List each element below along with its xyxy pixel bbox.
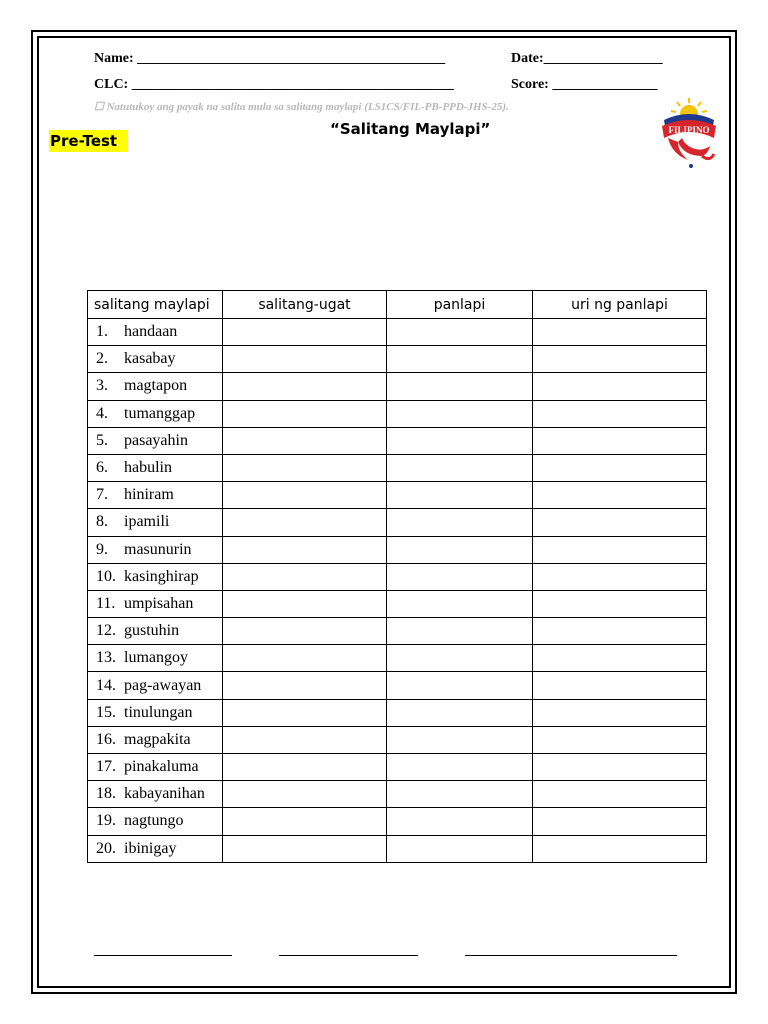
- salitang-ugat-cell[interactable]: [223, 618, 387, 645]
- salitang-ugat-cell[interactable]: [223, 509, 387, 536]
- item-number: 19.: [96, 812, 116, 830]
- table-row: [88, 618, 707, 645]
- item-number: 8.: [96, 513, 108, 531]
- salitang-ugat-cell[interactable]: [223, 699, 387, 726]
- word-cell: [88, 808, 223, 835]
- uri-ng-panlapi-cell[interactable]: [533, 699, 707, 726]
- maylapi-word: ipamili: [124, 513, 170, 531]
- table-body: [88, 319, 707, 863]
- item-number: 10.: [96, 567, 116, 585]
- panlapi-cell[interactable]: [387, 509, 533, 536]
- item-number: 18.: [96, 785, 116, 803]
- signature-line-1: [94, 955, 232, 956]
- item-number: 5.: [96, 431, 108, 449]
- uri-ng-panlapi-cell[interactable]: [533, 590, 707, 617]
- salitang-ugat-cell[interactable]: [223, 454, 387, 481]
- word-cell: [88, 509, 223, 536]
- worksheet-title: “Salitang Maylapi”: [330, 120, 491, 138]
- salitang-ugat-cell[interactable]: [223, 781, 387, 808]
- table-row: [88, 563, 707, 590]
- table-row: [88, 346, 707, 373]
- salitang-ugat-cell[interactable]: [223, 400, 387, 427]
- item-number: 4.: [96, 404, 108, 422]
- date-field[interactable]: Date:_________________: [511, 51, 663, 66]
- maylapi-word: pasayahin: [124, 431, 188, 449]
- salitang-ugat-cell[interactable]: [223, 835, 387, 862]
- table-row: [88, 754, 707, 781]
- salitang-ugat-cell[interactable]: [223, 373, 387, 400]
- maylapi-word: pag-awayan: [124, 676, 202, 694]
- word-cell: [88, 536, 223, 563]
- maylapi-word: tumanggap: [124, 404, 196, 422]
- uri-ng-panlapi-cell[interactable]: [533, 754, 707, 781]
- salitang-ugat-cell[interactable]: [223, 726, 387, 753]
- word-cell: [88, 427, 223, 454]
- clc-field[interactable]: CLC: ______________________________________________: [94, 77, 454, 92]
- word-cell: [88, 590, 223, 617]
- table-header-row: [88, 291, 707, 319]
- word-cell: [88, 346, 223, 373]
- maylapi-word: kasinghirap: [124, 567, 199, 585]
- table-row: [88, 835, 707, 862]
- word-cell: [88, 645, 223, 672]
- item-number: 11.: [96, 594, 116, 612]
- maylapi-word: gustuhin: [124, 622, 180, 640]
- uri-ng-panlapi-cell[interactable]: [533, 672, 707, 699]
- table-row: [88, 699, 707, 726]
- item-number: 1.: [96, 323, 108, 341]
- panlapi-cell[interactable]: [387, 618, 533, 645]
- filipino-logo: [658, 96, 720, 174]
- salitang-ugat-cell[interactable]: [223, 645, 387, 672]
- salitang-ugat-cell[interactable]: [223, 536, 387, 563]
- maylapi-word: handaan: [124, 323, 178, 341]
- panlapi-cell[interactable]: [387, 346, 533, 373]
- table-row: [88, 509, 707, 536]
- panlapi-cell[interactable]: [387, 482, 533, 509]
- signature-line-2: [279, 955, 418, 956]
- uri-ng-panlapi-cell[interactable]: [533, 563, 707, 590]
- word-cell: [88, 699, 223, 726]
- maylapi-word: lumangoy: [124, 649, 188, 667]
- salitang-ugat-cell[interactable]: [223, 754, 387, 781]
- uri-ng-panlapi-cell[interactable]: [533, 781, 707, 808]
- panlapi-cell[interactable]: [387, 373, 533, 400]
- salitang-ugat-cell[interactable]: [223, 482, 387, 509]
- uri-ng-panlapi-cell[interactable]: [533, 726, 707, 753]
- panlapi-cell[interactable]: [387, 645, 533, 672]
- panlapi-cell[interactable]: [387, 754, 533, 781]
- pretest-badge: Pre-Test: [49, 130, 128, 152]
- uri-ng-panlapi-cell[interactable]: [533, 835, 707, 862]
- salitang-ugat-cell[interactable]: [223, 319, 387, 346]
- maylapi-word: nagtungo: [124, 812, 184, 830]
- table-row: [88, 672, 707, 699]
- word-cell: [88, 754, 223, 781]
- signature-line-3: [465, 955, 677, 956]
- item-number: 16.: [96, 730, 116, 748]
- maylapi-word: hiniram: [124, 486, 174, 504]
- table-row: [88, 726, 707, 753]
- item-number: 12.: [96, 622, 116, 640]
- salitang-ugat-cell[interactable]: [223, 563, 387, 590]
- word-cell: [88, 400, 223, 427]
- maylapi-word: tinulungan: [124, 703, 193, 721]
- salitang-ugat-cell[interactable]: [223, 808, 387, 835]
- word-cell: [88, 835, 223, 862]
- maylapi-word: habulin: [124, 459, 172, 477]
- table-row: [88, 319, 707, 346]
- word-cell: [88, 672, 223, 699]
- logo-text: FILIPINO: [668, 125, 710, 135]
- learning-objective: ☐ Natutukoy ang payak na salita mula sa salitang maylapi (LS1CS/FIL-PB-PPD-JHS-25).: [94, 101, 509, 113]
- table-row: [88, 400, 707, 427]
- uri-ng-panlapi-cell[interactable]: [533, 536, 707, 563]
- worksheet-table: [87, 290, 707, 863]
- item-number: 20.: [96, 839, 116, 857]
- panlapi-cell[interactable]: [387, 400, 533, 427]
- panlapi-cell[interactable]: [387, 454, 533, 481]
- word-cell: [88, 563, 223, 590]
- item-number: 17.: [96, 758, 116, 776]
- panlapi-cell[interactable]: [387, 563, 533, 590]
- item-number: 3.: [96, 377, 108, 395]
- word-cell: [88, 482, 223, 509]
- uri-ng-panlapi-cell[interactable]: [533, 373, 707, 400]
- uri-ng-panlapi-cell[interactable]: [533, 400, 707, 427]
- uri-ng-panlapi-cell[interactable]: [533, 808, 707, 835]
- table-row: [88, 808, 707, 835]
- word-cell: [88, 454, 223, 481]
- panlapi-cell[interactable]: [387, 536, 533, 563]
- uri-ng-panlapi-cell[interactable]: [533, 618, 707, 645]
- item-number: 13.: [96, 649, 116, 667]
- item-number: 6.: [96, 459, 108, 477]
- col-header-salitang-ugat: salitang-ugat: [223, 291, 387, 319]
- panlapi-cell[interactable]: [387, 726, 533, 753]
- col-header-panlapi: panlapi: [387, 291, 533, 319]
- panlapi-cell[interactable]: [387, 590, 533, 617]
- table-row: [88, 427, 707, 454]
- uri-ng-panlapi-cell[interactable]: [533, 319, 707, 346]
- table-row: [88, 645, 707, 672]
- col-header-uri-ng-panlapi: uri ng panlapi: [533, 291, 707, 319]
- uri-ng-panlapi-cell[interactable]: [533, 454, 707, 481]
- col-header-salitang-maylapi: salitang maylapi: [88, 291, 223, 319]
- item-number: 7.: [96, 486, 108, 504]
- maylapi-word: magtapon: [124, 377, 188, 395]
- item-number: 14.: [96, 676, 116, 694]
- uri-ng-panlapi-cell[interactable]: [533, 645, 707, 672]
- panlapi-cell[interactable]: [387, 672, 533, 699]
- word-cell: [88, 618, 223, 645]
- salitang-ugat-cell[interactable]: [223, 672, 387, 699]
- maylapi-word: kasabay: [124, 350, 176, 368]
- maylapi-word: umpisahan: [124, 594, 194, 612]
- maylapi-word: magpakita: [124, 730, 191, 748]
- salitang-ugat-cell[interactable]: [223, 590, 387, 617]
- maylapi-word: masunurin: [124, 540, 192, 558]
- name-field[interactable]: Name: ____________________________________________: [94, 51, 446, 66]
- panlapi-cell[interactable]: [387, 319, 533, 346]
- salitang-ugat-cell[interactable]: [223, 427, 387, 454]
- panlapi-cell[interactable]: [387, 427, 533, 454]
- word-cell: [88, 726, 223, 753]
- uri-ng-panlapi-cell[interactable]: [533, 509, 707, 536]
- table-row: [88, 536, 707, 563]
- table-row: [88, 454, 707, 481]
- item-number: 2.: [96, 350, 108, 368]
- table-row: [88, 373, 707, 400]
- uri-ng-panlapi-cell[interactable]: [533, 346, 707, 373]
- panlapi-cell[interactable]: [387, 781, 533, 808]
- word-cell: [88, 373, 223, 400]
- panlapi-cell[interactable]: [387, 835, 533, 862]
- panlapi-cell[interactable]: [387, 808, 533, 835]
- word-cell: [88, 781, 223, 808]
- table-row: [88, 482, 707, 509]
- maylapi-word: ibinigay: [124, 839, 177, 857]
- maylapi-word: pinakaluma: [124, 758, 199, 776]
- uri-ng-panlapi-cell[interactable]: [533, 427, 707, 454]
- panlapi-cell[interactable]: [387, 699, 533, 726]
- score-field[interactable]: Score: _______________: [511, 77, 658, 92]
- salitang-ugat-cell[interactable]: [223, 346, 387, 373]
- table-row: [88, 590, 707, 617]
- item-number: 15.: [96, 703, 116, 721]
- maylapi-word: kabayanihan: [124, 785, 205, 803]
- uri-ng-panlapi-cell[interactable]: [533, 482, 707, 509]
- word-cell: [88, 319, 223, 346]
- table-row: [88, 781, 707, 808]
- item-number: 9.: [96, 540, 108, 558]
